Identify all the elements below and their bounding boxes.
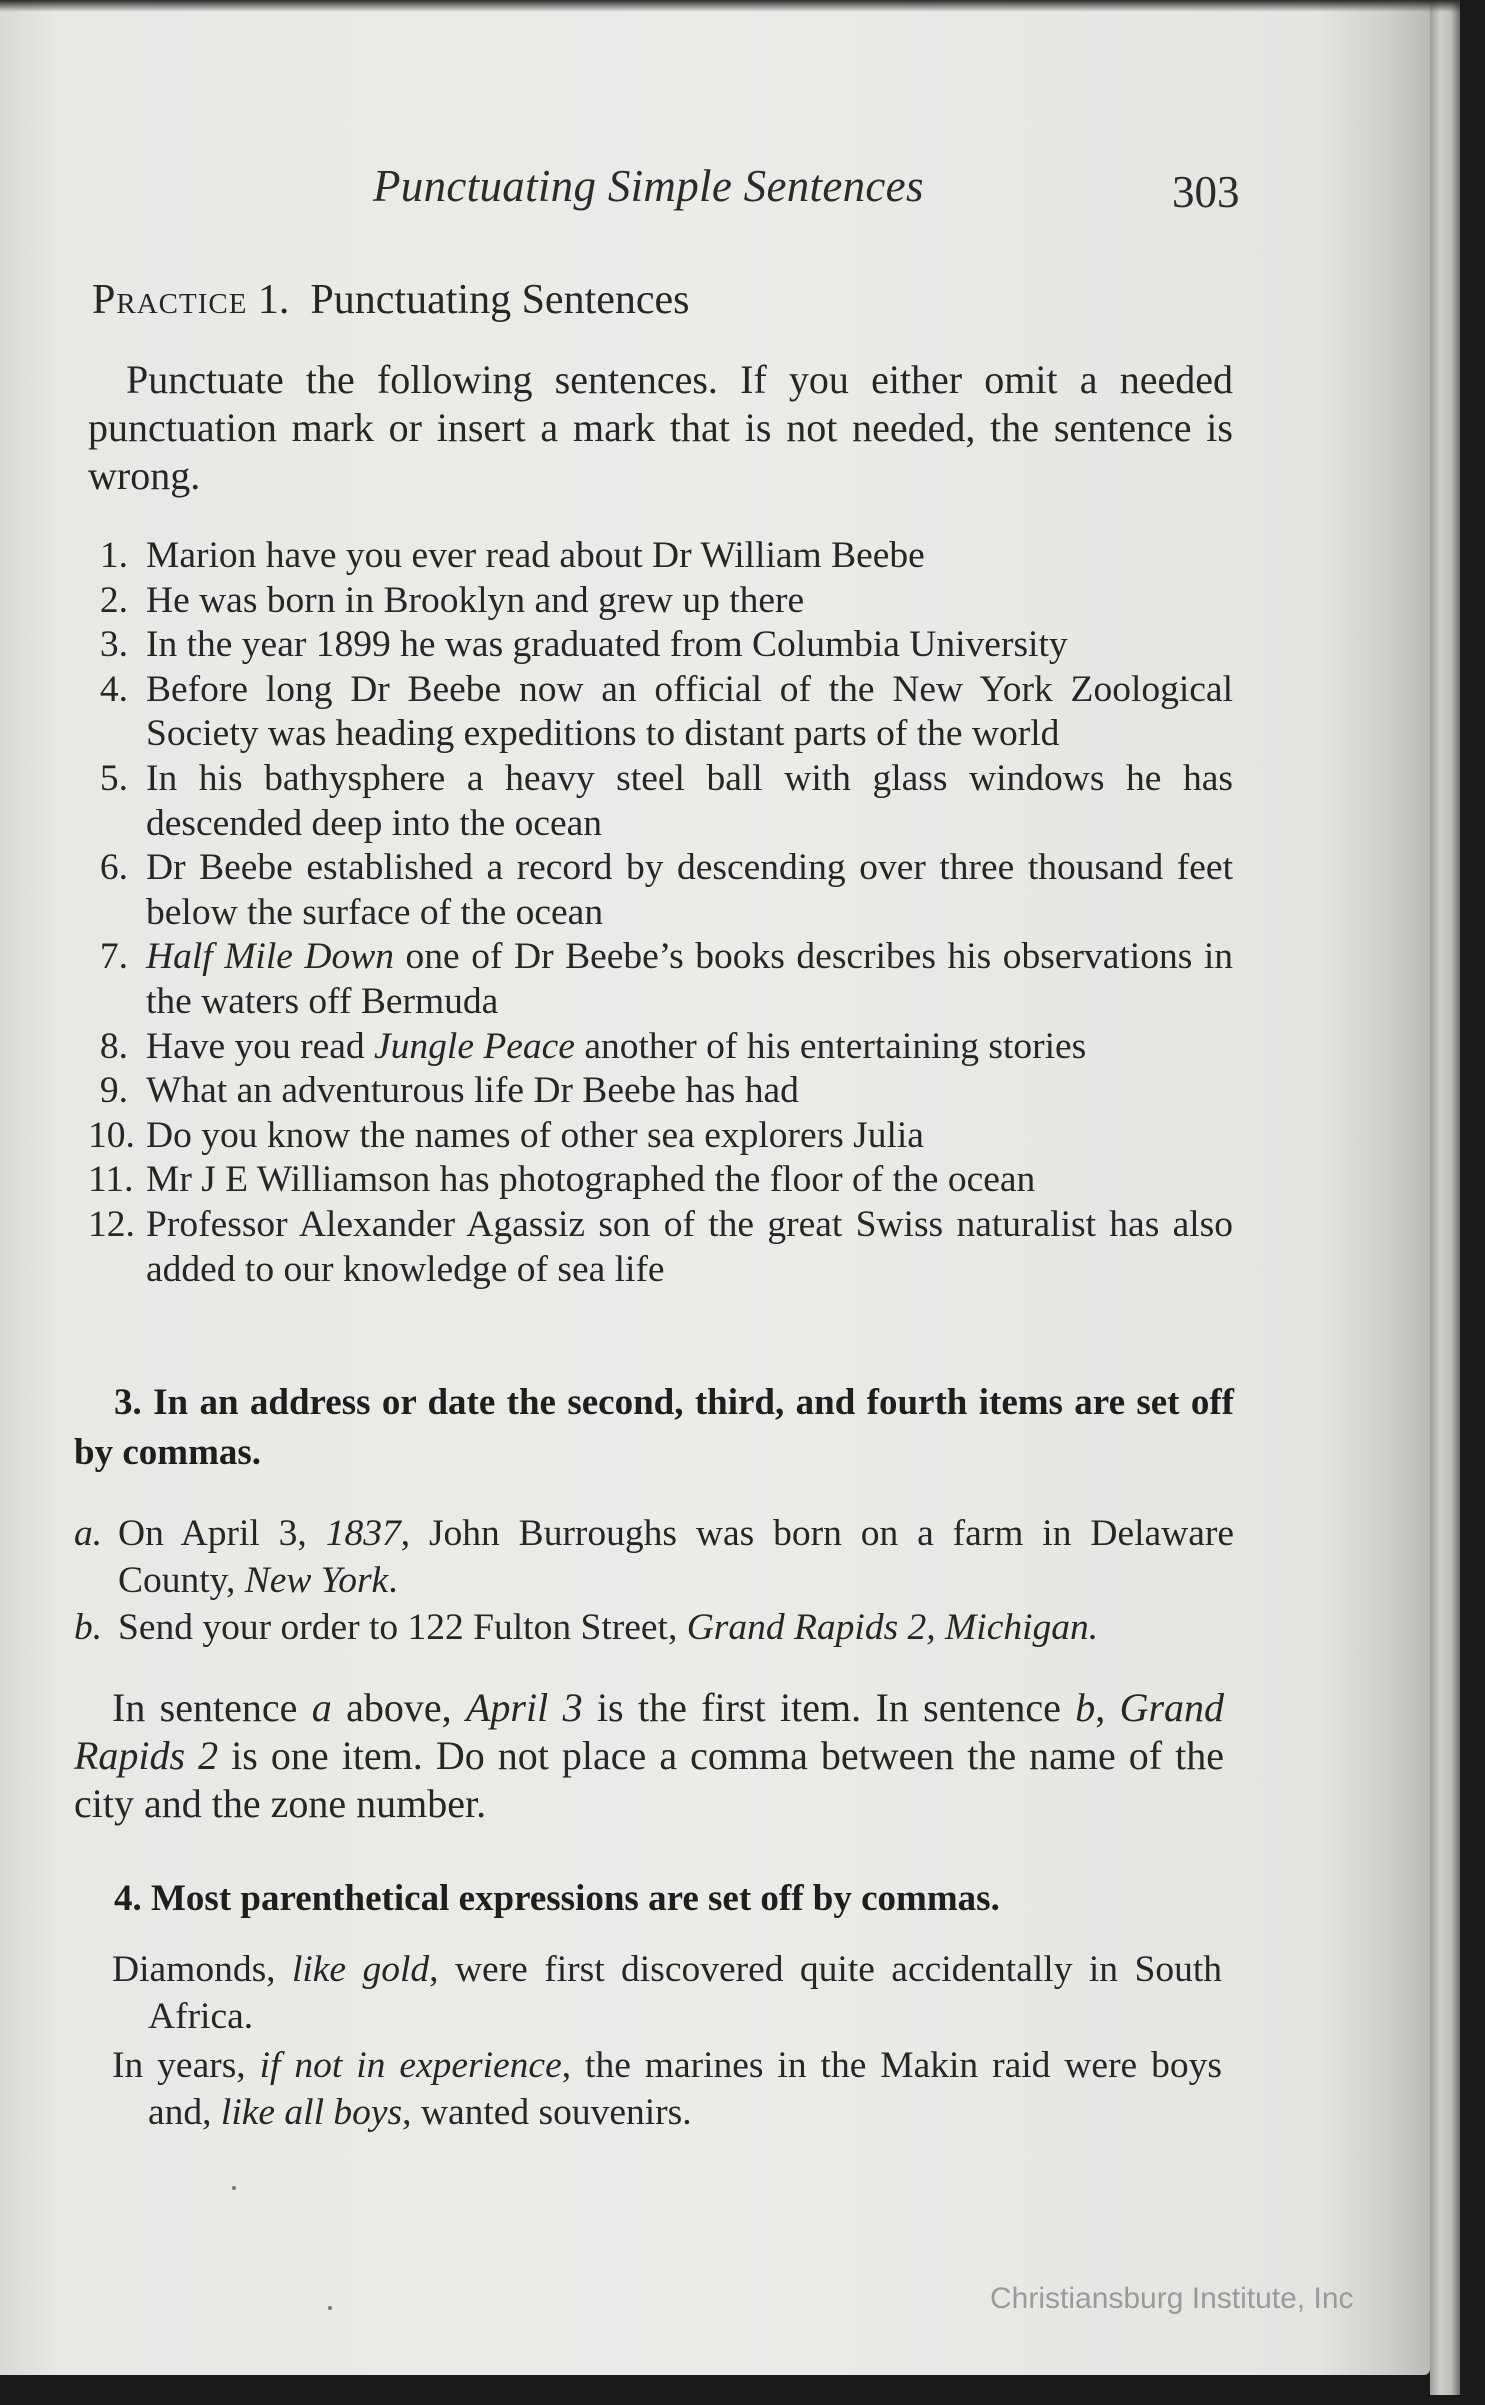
list-item: 9. What an adventurous life Dr Beebe has had <box>99 1070 799 1112</box>
list-item: 4. Before long Dr Beebe now an official of the New York Zoological Society was heading expeditions to distant parts of the world <box>99 668 1233 755</box>
list-item: 3. In the year 1899 he was graduated from Columbia University <box>99 624 1068 666</box>
practice-label: Practice <box>92 277 248 323</box>
top-shadow <box>0 0 1460 12</box>
list-item: 7. Half Mile Down one of Dr Beebe’s books describes his observations in the waters off Bermuda <box>99 936 1233 1022</box>
practice-heading <box>92 276 690 324</box>
rule-3-heading: 3. In an address or date the second, third, and fourth items are set off by commas. <box>74 1382 1234 1473</box>
practice-number: 1. <box>257 277 290 323</box>
list-item: 10. Do you know the names of other sea explorers Julia <box>88 1114 924 1156</box>
list-item: 8. Have you read Jungle Peace another of his entertaining stories <box>99 1025 1087 1067</box>
rule-4-examples <box>112 1946 1222 2138</box>
list-item: In years, if not in experience, the marines in the Makin raid were boys and, like all boys, wanted souvenirs. <box>112 2045 1222 2133</box>
list-item: 1. Marion have you ever read about Dr William Beebe <box>99 535 925 576</box>
list-item: 6. Dr Beebe established a record by descending over three thousand feet below the surface of the ocean <box>99 847 1233 933</box>
rule-4-heading: 4. Most parenthetical expressions are set off by commas. <box>114 1878 1000 1919</box>
list-item: a. On April 3, 1837, John Burroughs was born on a farm in Delaware County, New York. <box>74 1513 1235 1601</box>
rule-3-examples <box>74 1510 1234 1651</box>
practice-instructions: Punctuate the following sentences. If you either omit a needed punctuation mark or insert a mark that is not needed, the sentence is wrong. <box>88 357 1233 498</box>
practice-sentence-list <box>88 534 1233 1292</box>
paper-speck <box>232 2186 236 2190</box>
practice-title: Punctuating Sentences <box>310 277 690 323</box>
paper-speck <box>328 2306 332 2310</box>
watermark: Christiansburg Institute, Inc <box>990 2282 1354 2315</box>
list-item: b. Send your order to 122 Fulton Street, Grand Rapids 2, Michigan. <box>74 1607 1099 1648</box>
running-title: Punctuating Simple Sentences <box>373 161 924 211</box>
list-item: 5. In his bathysphere a heavy steel ball with glass windows he has descended deep into the ocean <box>99 757 1233 844</box>
list-item: 2. He was born in Brooklyn and grew up there <box>99 579 805 621</box>
page-header <box>0 160 1430 220</box>
list-item: Diamonds, like gold, were first discovered quite accidentally in South Africa. <box>112 1949 1222 2037</box>
list-item: 11. Mr J E Williamson has photographed the floor of the ocean <box>88 1159 1036 1201</box>
rule-3-explanation: In sentence a above, April 3 is the first item. In sentence b, Grand Rapids 2 is one item. Do not place a comma between the name of the city and the zone number. <box>74 1685 1225 1826</box>
list-item: 12. Professor Alexander Agassiz son of the great Swiss naturalist has also added to our knowledge of sea life <box>88 1203 1233 1290</box>
page-number: 303 <box>1172 167 1240 217</box>
page-edge <box>1430 0 1460 2395</box>
